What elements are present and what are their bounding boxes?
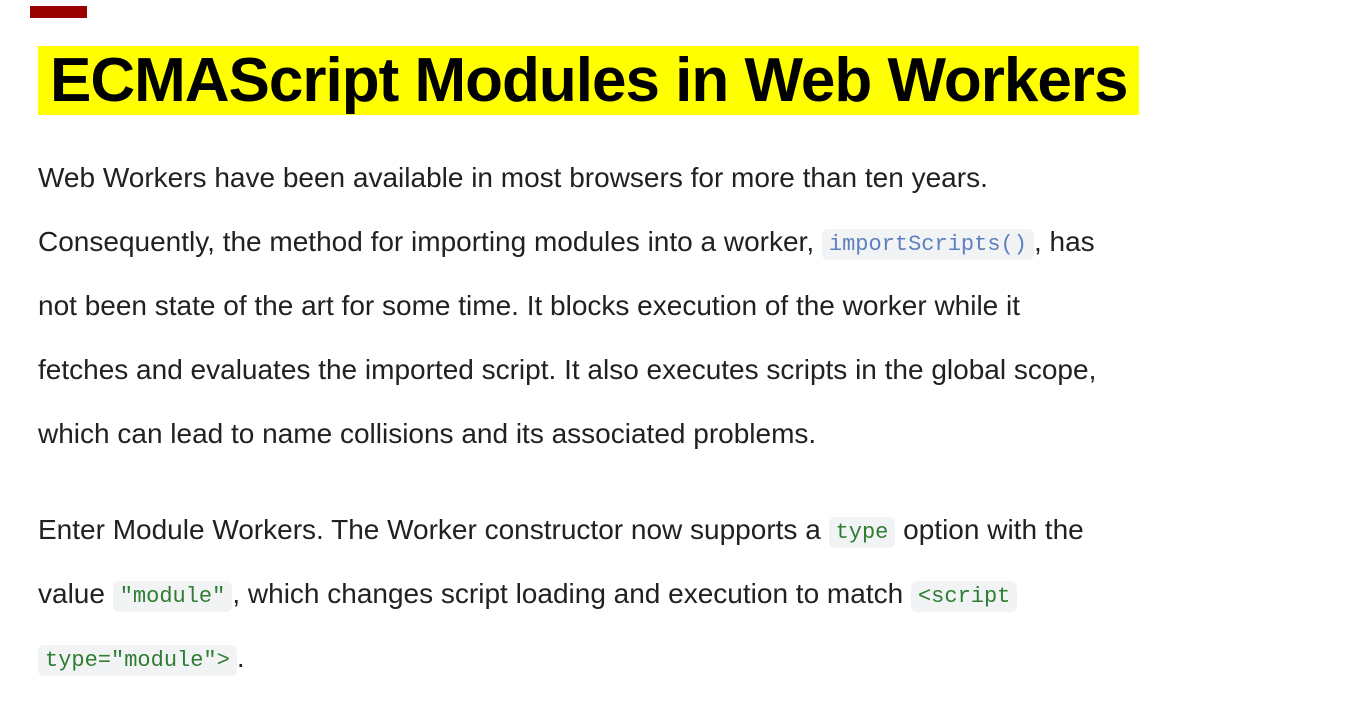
text-line xyxy=(38,338,1358,402)
text-line xyxy=(38,562,1358,626)
page-title xyxy=(38,40,1358,122)
text-line xyxy=(38,146,1358,210)
inline-code: type="module"> xyxy=(38,645,237,676)
text-run: fetches and evaluates the imported script. It also executes scripts in the global scope, xyxy=(38,354,1097,385)
text-line xyxy=(38,626,1358,690)
text-run: , which changes script loading and execution to match xyxy=(232,578,911,609)
top-left-marker xyxy=(30,6,87,18)
text-run: . xyxy=(236,642,245,673)
title-highlight: ECMAScript Modules in Web Workers xyxy=(38,46,1139,115)
text-line xyxy=(38,498,1358,562)
article-body xyxy=(0,146,1358,690)
inline-code: "module" xyxy=(113,581,233,612)
text-run: , has xyxy=(1033,226,1095,257)
text-run: Consequently, the method for importing modules into a worker, xyxy=(38,226,822,257)
text-run: which can lead to name collisions and its associated problems. xyxy=(38,418,817,449)
text-run: not been state of the art for some time. It blocks execution of the worker while it xyxy=(38,290,1021,321)
inline-code: type xyxy=(829,517,896,548)
inline-code-link[interactable]: importScripts() xyxy=(822,229,1034,260)
text-run: value xyxy=(38,578,113,609)
text-run: Enter Module Workers. The Worker constructor now supports a xyxy=(38,514,829,545)
paragraph xyxy=(38,146,1358,466)
inline-code: <script xyxy=(911,581,1017,612)
paragraph xyxy=(38,498,1358,690)
text-run: option with the xyxy=(895,514,1084,545)
text-run: Web Workers have been available in most browsers for more than ten years. xyxy=(38,162,988,193)
text-line xyxy=(38,402,1358,466)
text-line xyxy=(38,274,1358,338)
text-line xyxy=(38,210,1358,274)
